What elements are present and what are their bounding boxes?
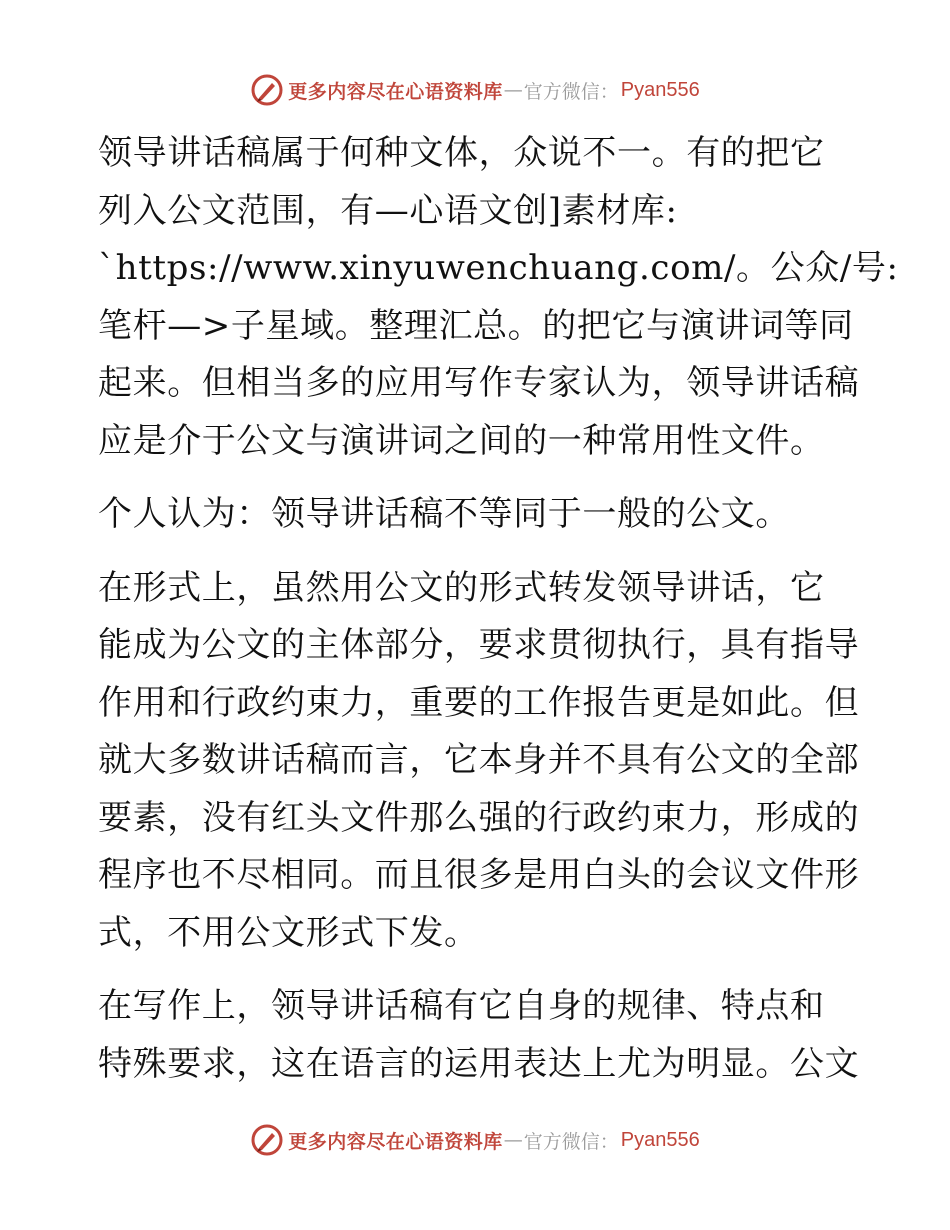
- header-wechat-id: Pyan556: [620, 78, 700, 101]
- paragraph-1: [98, 125, 899, 470]
- footer-wechat-id: Pyan556: [620, 1128, 700, 1151]
- text-line: 特殊要求，这在语言的运用表达上尤为明显。公文: [98, 1043, 860, 1084]
- text-line: 列入公文范围，有—心语文创]素材库:: [98, 190, 678, 231]
- footer-site-name: 更多内容尽在心语资料库: [288, 1130, 503, 1153]
- text-line: 在形式上，虽然用公文的形式转发领导讲话，它: [98, 567, 825, 608]
- footer-wechat-label: 官方微信：: [523, 1130, 619, 1153]
- header-site-name: 更多内容尽在心语资料库: [288, 80, 503, 103]
- pen-logo-icon: [250, 1123, 284, 1157]
- text-line: 起来。但相当多的应用写作专家认为，领导讲话稿: [98, 363, 860, 403]
- text-line: 应是介于公文与演讲词之间的一种常用性文件。: [98, 420, 825, 461]
- text-line: 就大多数讲话稿而言，它本身并不具有公文的全部: [98, 740, 860, 780]
- paragraph-4: [98, 978, 858, 1093]
- text-line: `https://www.xinyuwenchuang.com/。公众/号:: [98, 248, 899, 288]
- footer-banner: [0, 1120, 950, 1160]
- header-dash: —: [503, 79, 523, 101]
- text-line: 要素，没有红头文件那么强的行政约束力，形成的: [98, 797, 860, 838]
- document-body: [98, 125, 899, 1109]
- text-line: 式，不用公文形式下发。: [98, 912, 479, 953]
- paragraph-3: [98, 560, 858, 963]
- pen-logo-icon: [250, 73, 284, 107]
- text-line: 能成为公文的主体部分，要求贯彻执行，具有指导: [98, 625, 860, 665]
- text-line: 程序也不尽相同。而且很多是用白头的会议文件形: [98, 855, 860, 895]
- header-banner: [0, 70, 950, 110]
- text-line: 笔杆—>子星域。整理汇总。的把它与演讲词等同: [98, 305, 854, 346]
- paragraph-2: [98, 486, 858, 544]
- footer-dash: —: [503, 1129, 523, 1151]
- text-line: 个人认为：领导讲话稿不等同于一般的公文。: [98, 494, 790, 534]
- header-wechat-label: 官方微信：: [523, 80, 619, 103]
- text-line: 领导讲话稿属于何种文体，众说不一。有的把它: [98, 133, 825, 173]
- text-line: 在写作上，领导讲话稿有它自身的规律、特点和: [98, 986, 825, 1026]
- text-line: 作用和行政约束力，重要的工作报告更是如此。但: [98, 682, 860, 723]
